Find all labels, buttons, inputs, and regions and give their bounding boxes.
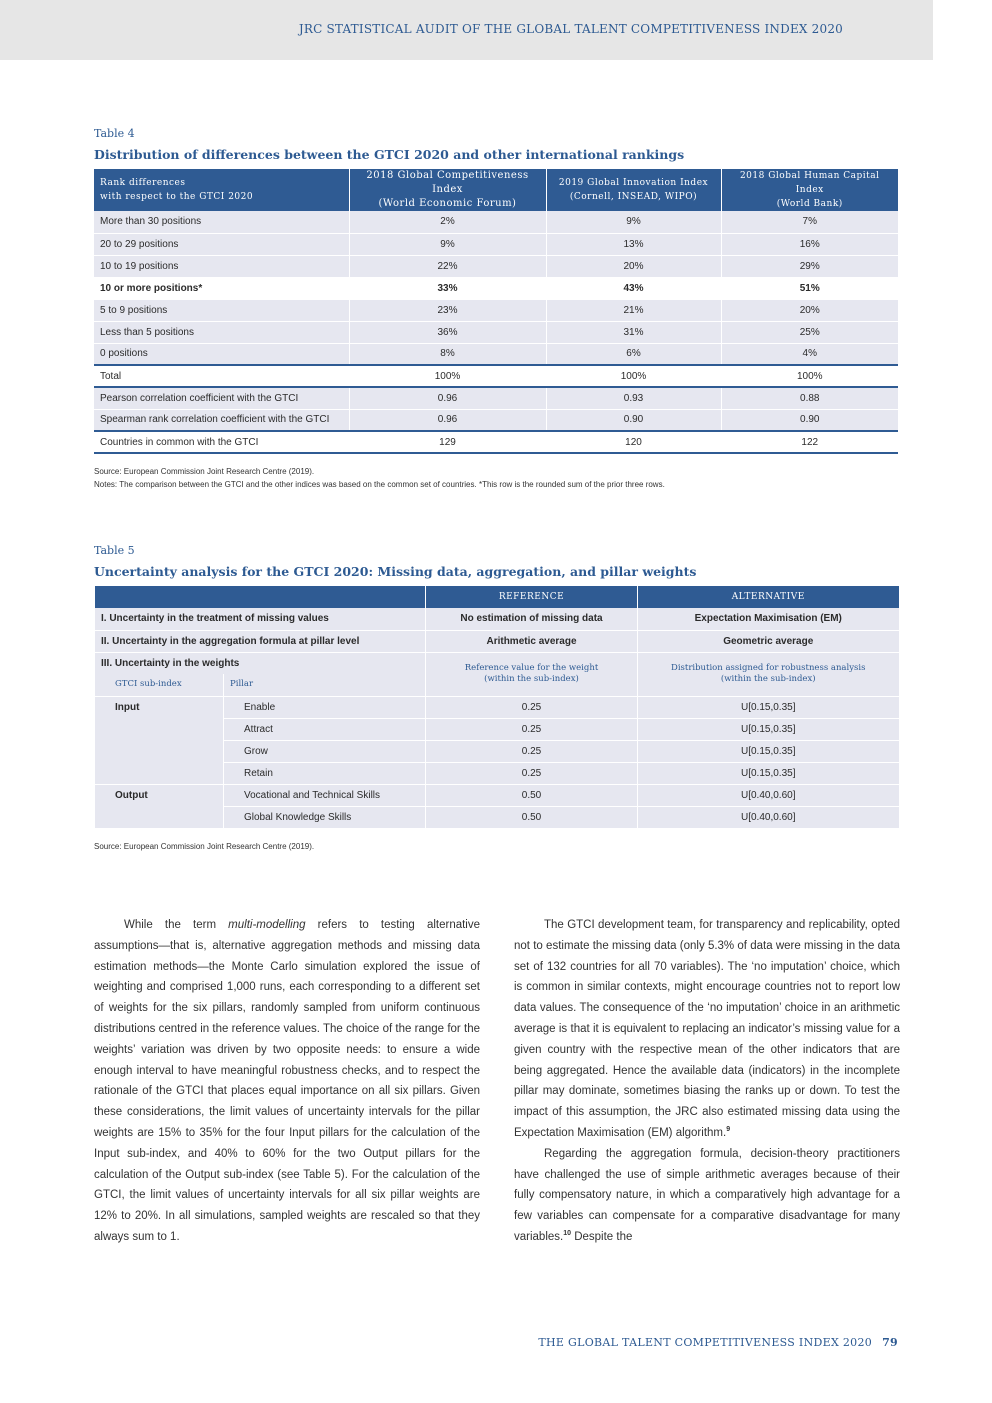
table4 <box>94 169 898 454</box>
header-band <box>0 0 933 60</box>
table-row: Pearson correlation coefficient with the GTCI 0.96 0.93 0.88 <box>94 387 898 409</box>
table-row: III. Uncertainty in the weights Reference value for the weight (within the sub-index) Distribution assigned for robustness analysis (within the sub-index) <box>95 652 899 674</box>
table4-col0-header: Rank differences with respect to the GTCI 2020 <box>94 169 349 211</box>
table4-label: Table 4 <box>94 127 135 140</box>
table-row: II. Uncertainty in the aggregation formula at pillar level Arithmetic average Geometric average <box>95 630 899 652</box>
footer-title: THE GLOBAL TALENT COMPETITIVENESS INDEX 2020 <box>538 1336 873 1349</box>
table-row: 10 or more positions* 33% 43% 51% <box>94 277 898 299</box>
alt-caption: Distribution assigned for robustness analysis (within the sub-index) <box>638 652 899 696</box>
table4-source: Source: European Commission Joint Research Centre (2019). <box>94 467 315 476</box>
footnote-ref: 10 <box>563 1230 572 1238</box>
table-row: 5 to 9 positions 23% 21% 20% <box>94 299 898 321</box>
table4-col3-header: 2018 Global Human Capital Index (World Bank) <box>721 169 898 211</box>
table-row: 0 positions 8% 6% 4% <box>94 343 898 365</box>
table-row: Attract 0.25 U[0.15,0.35] <box>95 718 899 740</box>
ref-caption: Reference value for the weight (within the sub-index) <box>426 652 638 696</box>
table5-reference-header: REFERENCE <box>426 586 638 608</box>
body-paragraph: While the term multi-modelling refers to testing alternative assumptions—that is, alternative aggregation methods and missing data estimation methods—the Monte Carlo simulation explored the issue of weighting and comprised 1,000 runs, each corresponding to a different set of weights for the six pillars, randomly sampled from uniform continuous distributions centred in the reference values. The choice of the range for the weights’ variation was driven by two opposite needs: to ensure a wide enough interval to have meaningful robustness checks, and to respect the rationale of the GTCI that places equal importance on all six pillars. Given these considerations, the limit values of uncertainty intervals for the pillar weights are 15% to 35% for the four Input pillars for the calculation of the Input sub-index, and 40% to 60% for the two Output pillars for the calculation of the Output sub-index (see Table 5). For the calculation of the GTCI, the limit values of uncertainty intervals for all six pillar weights are 12% to 20%. In all simulations, sampled weights are rescaled so that they always sum to 1. <box>94 919 480 1243</box>
table4-col1-header: 2018 Global Competitiveness Index (World Economic Forum) <box>349 169 546 211</box>
body-paragraph: Regarding the aggregation formula, decision-theory practitioners have challenged the use of simple arithmetic averages because of their fully compensatory nature, in which a comparatively high advantage for a few variables can compensate for a comparative disadvantage for many variables.$^{10}$ Despite the <box>514 1147 900 1243</box>
page-footer <box>538 1336 898 1349</box>
table5 <box>94 586 899 829</box>
body-right-column <box>514 915 900 1248</box>
table-row: I. Uncertainty in the treatment of missing values No estimation of missing data Expectation Maximisation (EM) <box>95 608 899 630</box>
table-row: Input Enable 0.25 U[0.15,0.35] <box>95 696 899 718</box>
table-row: Countries in common with the GTCI 129 120 122 <box>94 431 898 453</box>
table5-label: Table 5 <box>94 544 135 557</box>
table-row: Total 100% 100% 100% <box>94 365 898 387</box>
table-row: Retain 0.25 U[0.15,0.35] <box>95 762 899 784</box>
output-group-label: Output <box>95 784 224 828</box>
table-row: Grow 0.25 U[0.15,0.35] <box>95 740 899 762</box>
table5-alternative-header: ALTERNATIVE <box>638 586 899 608</box>
body-paragraph: The GTCI development team, for transparency and replicability, opted not to estimate the missing data (only 5.3% of data were missing in the data set of 132 countries for all 70 variables). The ‘no imputation’ choice, which is common in similar contexts, might encourage countries not to report low data values. The consequence of the ‘no imputation’ choice in an arithmetic average is that it is equivalent to replacing an indicator’s missing value for a given country with the respective mean of the other indicators that are being aggregated. Hence the available data (indicators) in the incomplete pillar may dominate, sometimes biasing the ranks up or down. To test the impact of this assumption, the JRC also estimated missing data using the Expectation Maximisation (EM) algorithm.$^9$ <box>514 919 900 1139</box>
footnote-ref: 9 <box>726 1126 731 1134</box>
table5-source: Source: European Commission Joint Research Centre (2019). <box>94 842 315 851</box>
page-number: 79 <box>882 1336 898 1349</box>
table-row: More than 30 positions 2% 9% 7% <box>94 211 898 233</box>
table-row: 20 to 29 positions 9% 13% 16% <box>94 233 898 255</box>
table-row: Output Vocational and Technical Skills 0.50 U[0.40,0.60] <box>95 784 899 806</box>
table4-col2-header: 2019 Global Innovation Index (Cornell, INSEAD, WIPO) <box>546 169 721 211</box>
table-row: Global Knowledge Skills 0.50 U[0.40,0.60] <box>95 806 899 828</box>
table4-title: Distribution of differences between the GTCI 2020 and other international rankings <box>94 147 685 162</box>
running-header: JRC STATISTICAL AUDIT OF THE GLOBAL TALENT COMPETITIVENESS INDEX 2020 <box>298 22 843 36</box>
table4-notes: Notes: The comparison between the GTCI and the other indices was based on the common set of countries. *This row is the rounded sum of the prior three rows. <box>94 480 665 489</box>
body-left-column <box>94 915 480 1248</box>
table5-title: Uncertainty analysis for the GTCI 2020: Missing data, aggregation, and pillar weights <box>94 564 697 579</box>
table-row: 10 to 19 positions 22% 20% 29% <box>94 255 898 277</box>
table-row: GTCI sub-index Pillar <box>95 674 899 696</box>
input-group-label: Input <box>95 696 224 784</box>
table-row: Less than 5 positions 36% 31% 25% <box>94 321 898 343</box>
table-row: Spearman rank correlation coefficient with the GTCI 0.96 0.90 0.90 <box>94 409 898 431</box>
table5-blank-header <box>95 586 426 608</box>
